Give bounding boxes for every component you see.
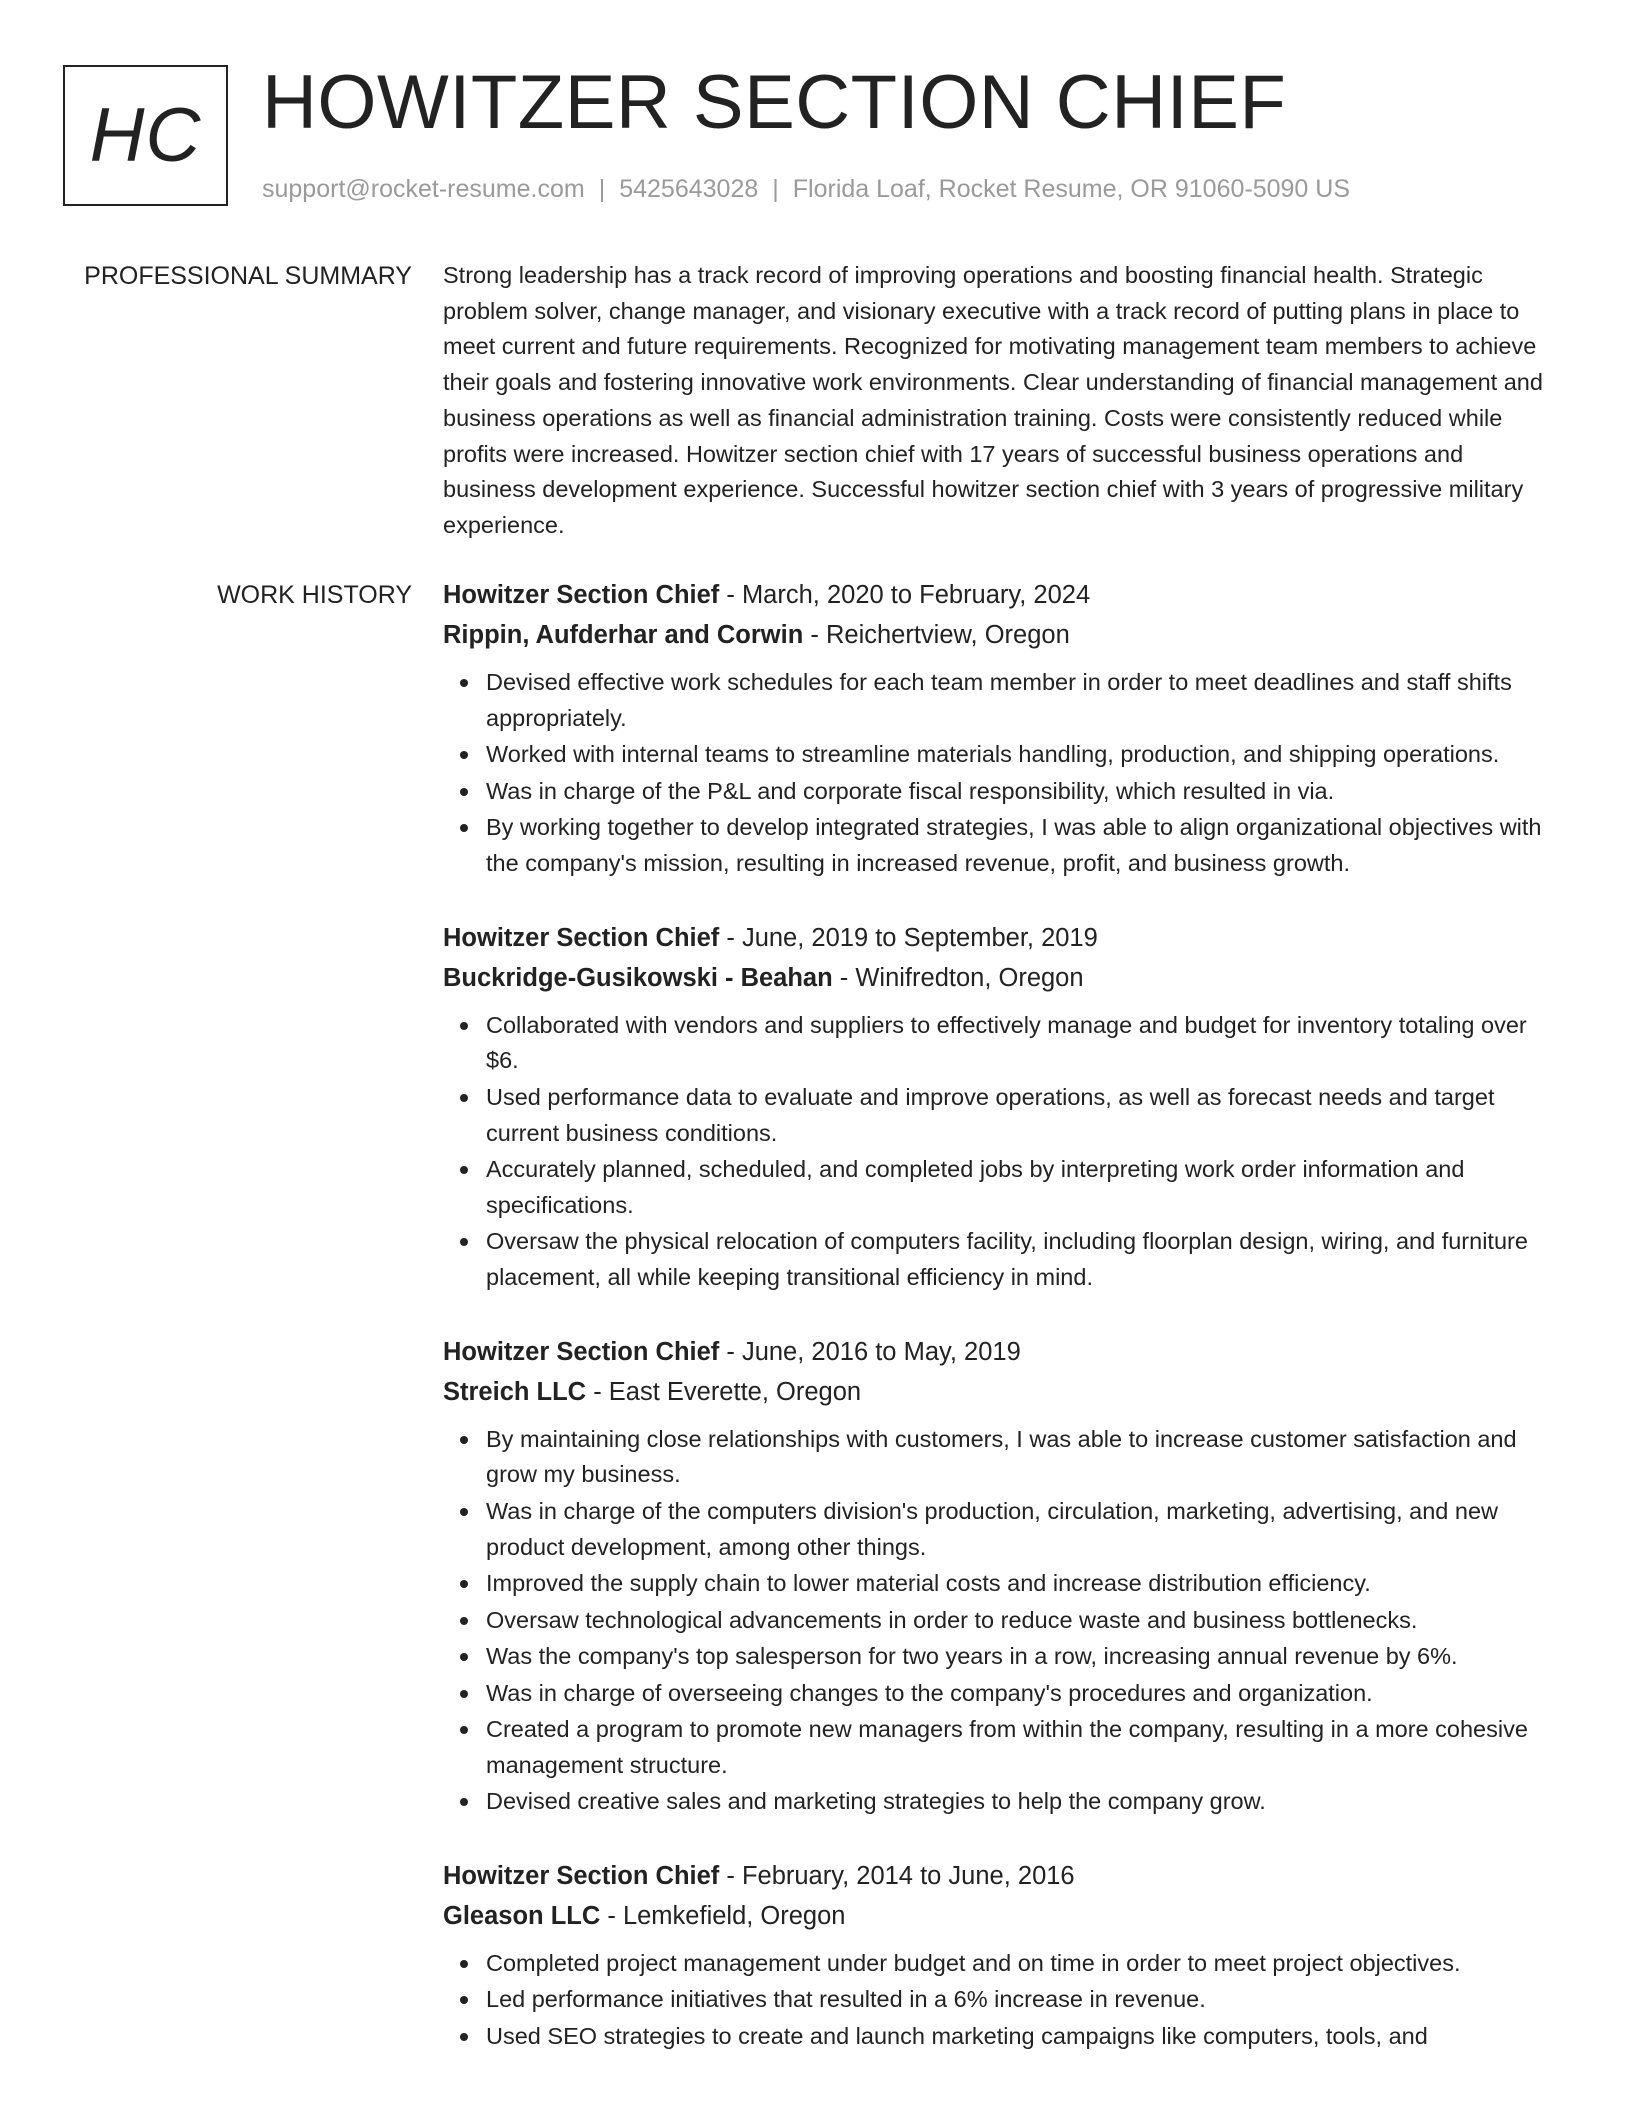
job-title: Howitzer Section Chief: [443, 1337, 720, 1366]
job-entry: [443, 918, 1553, 1296]
job-title-line: [443, 1856, 1553, 1896]
job-company-line: [443, 1896, 1553, 1936]
work-history-heading: WORK HISTORY: [217, 581, 412, 609]
job-company-line: [443, 615, 1553, 655]
list-item: Devised creative sales and marketing strategies to help the company grow.: [486, 1784, 1553, 1820]
job-company-line: [443, 1372, 1553, 1412]
job-location: - Reichertview, Oregon: [803, 621, 1070, 649]
list-item: Accurately planned, scheduled, and completed jobs by interpreting work order information and specifications.: [486, 1152, 1553, 1223]
contact-email[interactable]: support@rocket-resume.com: [262, 175, 585, 203]
contact-phone[interactable]: 5425643028: [619, 175, 759, 203]
summary-heading: PROFESSIONAL SUMMARY: [84, 262, 412, 290]
job-location: - East Everette, Oregon: [586, 1377, 862, 1406]
list-item: Led performance initiatives that resulted in a 6% increase in revenue.: [486, 1982, 1553, 2018]
list-item: By maintaining close relationships with customers, I was able to increase customer satisfaction and grow my business.: [486, 1422, 1553, 1493]
list-item: Improved the supply chain to lower material costs and increase distribution efficiency.: [486, 1566, 1553, 1602]
list-item: Oversaw technological advancements in order to reduce waste and business bottlenecks.: [486, 1603, 1553, 1639]
job-location: - Lemkefield, Oregon: [600, 1901, 846, 1930]
job-company: Gleason LLC: [443, 1901, 601, 1930]
job-title-line: [443, 918, 1553, 958]
job-title: Howitzer Section Chief: [443, 1861, 720, 1890]
list-item: Used SEO strategies to create and launch marketing campaigns like computers, tools, and: [486, 2019, 1553, 2055]
resume-name-title: HOWITZER SECTION CHIEF: [262, 60, 1287, 145]
contact-address: Florida Loaf, Rocket Resume, OR 91060-5090 US: [792, 175, 1350, 203]
work-history-body: [443, 575, 1553, 2091]
job-title: Howitzer Section Chief: [443, 923, 720, 952]
list-item: Oversaw the physical relocation of computers facility, including floorplan design, wiring, and furniture placement, all while keeping transitional efficiency in mind.: [486, 1224, 1553, 1295]
list-item: Devised effective work schedules for each team member in order to meet deadlines and staff shifts appropriately.: [486, 665, 1553, 736]
job-dates: - February, 2014 to June, 2016: [719, 1861, 1075, 1890]
contact-separator: |: [772, 175, 779, 203]
summary-text: Strong leadership has a track record of improving operations and boosting financial health. Strategic problem solver, change manager, and visionary executive with a track record of putting plans in place to meet current and future requirements. Recognized for motivating management team members to achieve their goals and fostering innovative work environments. Clear understanding of financial management and business operations as well as financial administration training. Costs were consistently reduced while profits were increased. Howitzer section chief with 17 years of successful business operations and business development experience. Successful howitzer section chief with 3 years of progressive military experience.: [443, 262, 1543, 538]
job-company-line: [443, 958, 1553, 998]
job-dates: - June, 2016 to May, 2019: [719, 1337, 1021, 1366]
list-item: Was the company's top salesperson for two years in a row, increasing annual revenue by 6%.: [486, 1639, 1553, 1675]
job-title: Howitzer Section Chief: [443, 581, 720, 609]
list-item: By working together to develop integrated strategies, I was able to align organizational objectives with the company's mission, resulting in increased revenue, profit, and business growth.: [486, 810, 1553, 881]
job-bullets: [443, 1946, 1553, 2055]
list-item: Used performance data to evaluate and improve operations, as well as forecast needs and target current business conditions.: [486, 1080, 1553, 1151]
list-item: Completed project management under budget and on time in order to meet project objectives.: [486, 1946, 1553, 1982]
contact-line: [262, 174, 1350, 204]
job-company: Streich LLC: [443, 1377, 587, 1406]
job-bullets: [443, 665, 1553, 882]
monogram-logo: HC: [63, 65, 228, 206]
list-item: Was in charge of overseeing changes to the company's procedures and organization.: [486, 1676, 1553, 1712]
job-title-line: [443, 1332, 1553, 1372]
list-item: Created a program to promote new managers from within the company, resulting in a more cohesive management structure.: [486, 1712, 1553, 1783]
list-item: Collaborated with vendors and suppliers to effectively manage and budget for inventory totaling over $6.: [486, 1008, 1553, 1079]
job-entry: [443, 1856, 1553, 2055]
job-company: Rippin, Aufderhar and Corwin: [443, 621, 804, 649]
list-item: Worked with internal teams to streamline materials handling, production, and shipping operations.: [486, 737, 1553, 773]
job-bullets: [443, 1008, 1553, 1296]
job-location: - Winifredton, Oregon: [832, 963, 1084, 992]
contact-separator: |: [598, 175, 606, 203]
job-entry: [443, 575, 1553, 882]
job-dates: - June, 2019 to September, 2019: [719, 923, 1098, 952]
job-company: Buckridge-Gusikowski - Beahan: [443, 963, 833, 992]
list-item: Was in charge of the computers division's production, circulation, marketing, advertising, and new product development, among other things.: [486, 1494, 1553, 1565]
list-item: Was in charge of the P&L and corporate fiscal responsibility, which resulted in via.: [486, 774, 1553, 810]
job-entry: [443, 1332, 1553, 1820]
job-title-line: [443, 575, 1553, 615]
job-bullets: [443, 1422, 1553, 1820]
summary-body: [443, 258, 1553, 544]
job-dates: - March, 2020 to February, 2024: [719, 581, 1091, 609]
